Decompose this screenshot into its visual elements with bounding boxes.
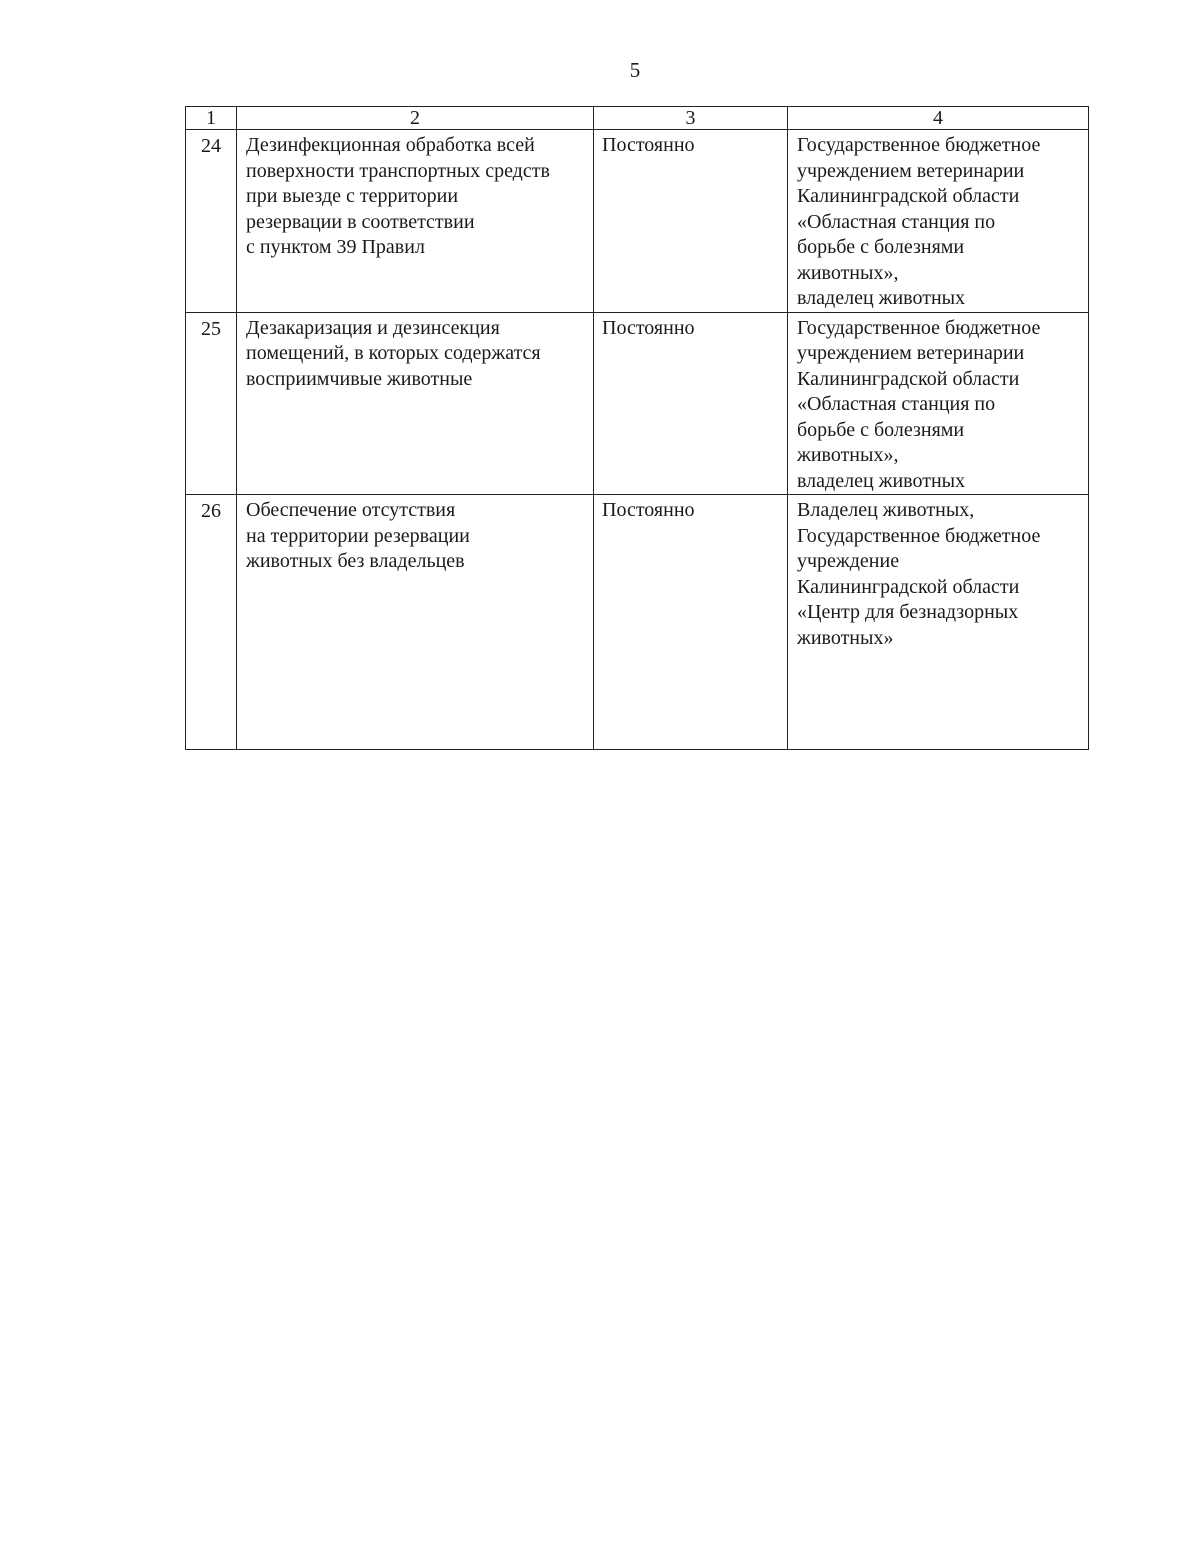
- timing-cell: [594, 312, 788, 495]
- row-number-cell: [186, 130, 237, 313]
- responsible-text: Государственное бюджетное учреждением ветеринарии Калининградской области «Областная станция по борьбе с болезнями животных», владелец животных: [797, 316, 1041, 492]
- measure-text: Обеспечение отсутствия на территории резервации животных без владельцев: [246, 499, 470, 572]
- measure-cell: [237, 312, 594, 495]
- row-number-cell: [186, 312, 237, 495]
- responsible-cell: [788, 130, 1089, 313]
- row-number: 25: [201, 317, 221, 340]
- timing-cell: [594, 495, 788, 750]
- row-number-cell: [186, 495, 237, 750]
- table-row: [186, 495, 1089, 750]
- column-header-3: 3: [594, 107, 788, 130]
- timing-cell: [594, 130, 788, 313]
- column-header-4: 4: [788, 107, 1089, 130]
- responsible-text: Владелец животных, Государственное бюджетное учреждение Калининградской области «Центр для безнадзорных животных»: [797, 499, 1041, 649]
- measure-cell: [237, 130, 594, 313]
- row-number: 24: [201, 135, 221, 157]
- timing-text: Постоянно: [602, 316, 695, 339]
- measure-text: Дезинфекционная обработка всей поверхности транспортных средств при выезде с территории резервации в соответствии с пунктом 39 Правил: [246, 134, 550, 258]
- measure-text: Дезакаризация и дезинсекция помещений, в которых содержатся восприимчивые животные: [246, 316, 541, 390]
- table-row: [186, 130, 1089, 313]
- timing-text: Постоянно: [602, 134, 695, 156]
- table-header-row: [186, 107, 1089, 130]
- responsible-text: Государственное бюджетное учреждением ветеринарии Калининградской области «Областная станция по борьбе с болезнями животных», владелец животных: [797, 134, 1041, 309]
- responsible-cell: [788, 495, 1089, 750]
- measures-table: [185, 106, 1089, 750]
- table-row: [186, 312, 1089, 495]
- page-number: 5: [629, 58, 641, 82]
- column-header-2: 2: [237, 107, 594, 130]
- measure-cell: [237, 495, 594, 750]
- column-header-1: 1: [186, 107, 237, 130]
- timing-text: Постоянно: [602, 499, 695, 521]
- responsible-cell: [788, 312, 1089, 495]
- row-number: 26: [201, 500, 221, 522]
